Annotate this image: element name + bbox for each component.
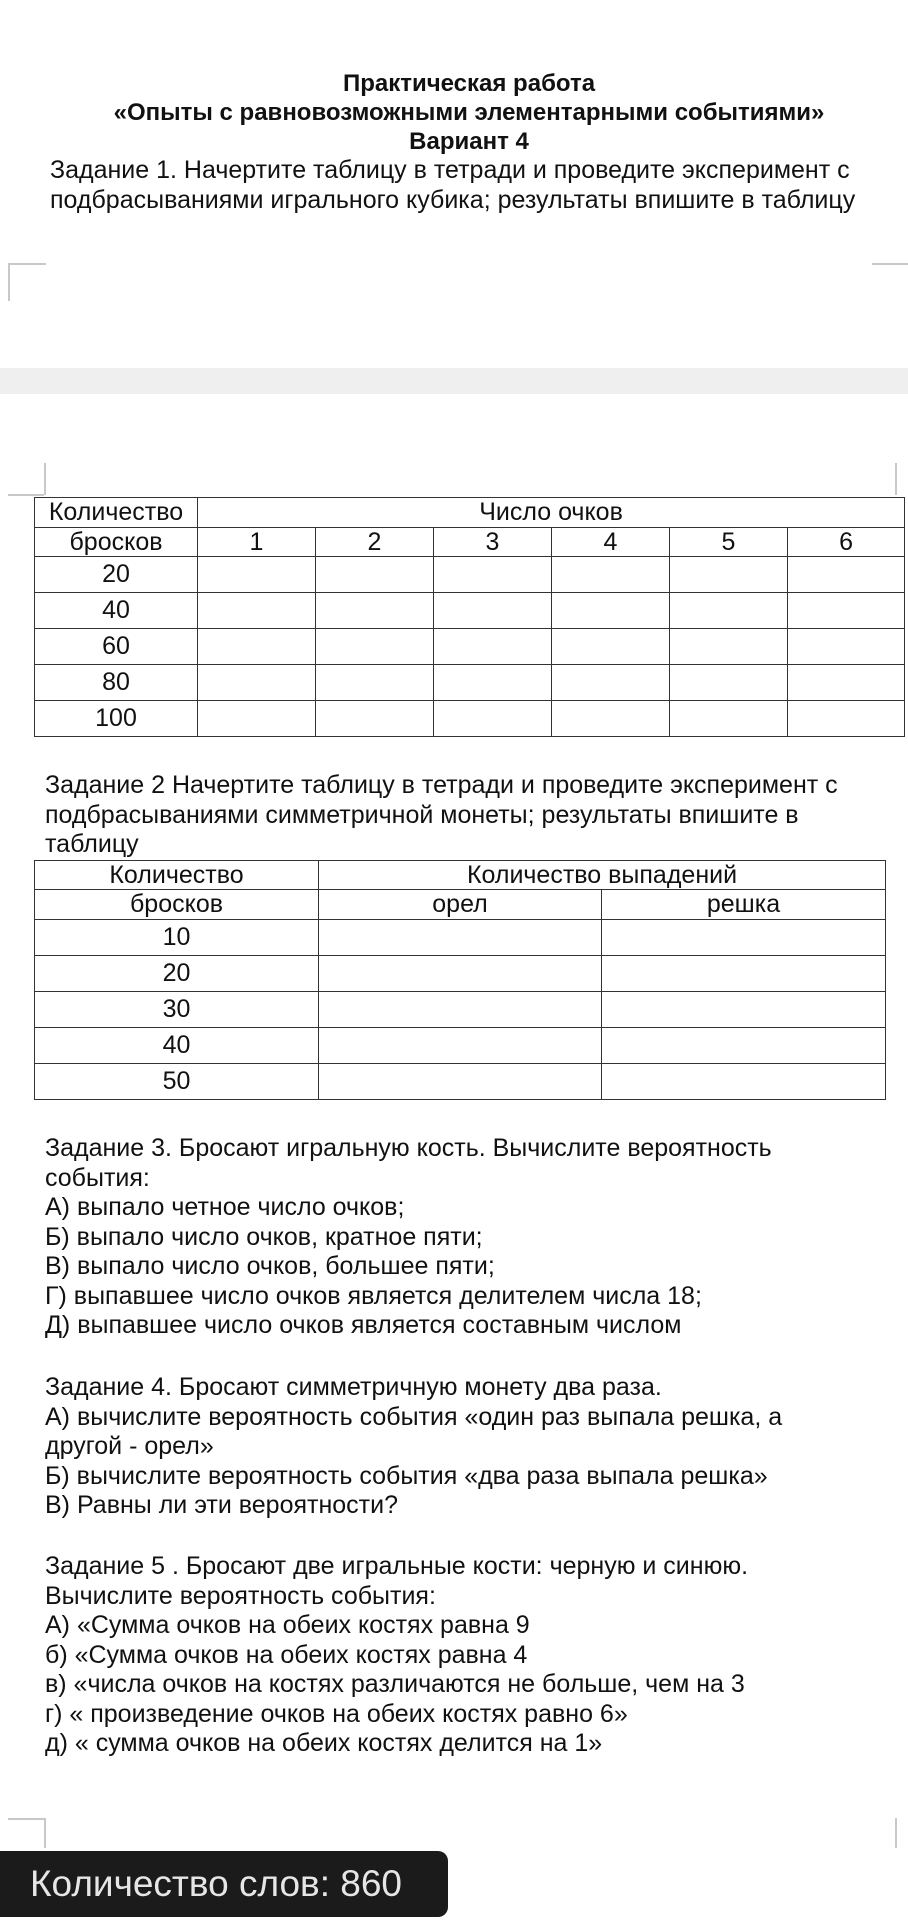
page-break: [0, 368, 908, 394]
header-throws-label: Количество: [35, 498, 198, 528]
empty-cell: [552, 701, 670, 737]
coin-results-table: [34, 860, 886, 1100]
header-throws-label: Количество: [35, 861, 319, 890]
empty-cell: [316, 557, 434, 593]
page-corner-mark: [895, 1818, 897, 1848]
empty-cell: [788, 593, 905, 629]
empty-cell: [319, 992, 602, 1028]
task4-line: А) вычислите вероятность события «один раз выпала решка, а: [45, 1402, 783, 1431]
empty-cell: [670, 557, 788, 593]
task5-line: А) «Сумма очков на обеих костях равна 9: [45, 1611, 530, 1639]
table-row: [35, 920, 886, 956]
empty-cell: [198, 701, 316, 737]
doc-variant: Вариант 4: [409, 128, 529, 155]
row-label: 20: [35, 557, 198, 593]
task3-line: события:: [45, 1163, 150, 1192]
empty-cell: [788, 701, 905, 737]
empty-cell: [552, 665, 670, 701]
empty-cell: [198, 557, 316, 593]
page-corner-mark: [44, 1818, 46, 1848]
row-label: 60: [35, 629, 198, 665]
empty-cell: [788, 557, 905, 593]
row-label: 40: [35, 1028, 319, 1064]
task3-line: А) выпало четное число очков;: [45, 1193, 405, 1221]
empty-cell: [198, 665, 316, 701]
column-header: 6: [788, 528, 905, 557]
task3-block: [45, 1134, 895, 1341]
column-header: 2: [316, 528, 434, 557]
column-header: 4: [552, 528, 670, 557]
task2-text: Задание 2 Начертите таблицу в тетради и проведите эксперимент с подбрасываниями симметричной монеты; результаты впишите в таблицу: [45, 771, 838, 858]
empty-cell: [670, 593, 788, 629]
row-label: 10: [35, 920, 319, 956]
empty-cell: [602, 1028, 886, 1064]
task5-line: в) «числа очков на костях различаются не больше, чем на 3: [45, 1670, 745, 1698]
header-outcomes-label: Количество выпадений: [319, 861, 886, 890]
task4-line: другой - орел»: [45, 1432, 214, 1460]
table-row: [35, 629, 905, 665]
task4-block: [45, 1373, 895, 1521]
word-count-badge[interactable]: Количество слов: 860: [0, 1851, 448, 1917]
task5-line: б) «Сумма очков на обеих костях равна 4: [45, 1640, 528, 1669]
page-corner-mark: [8, 263, 46, 301]
table-row: [35, 1064, 886, 1100]
doc-title: Практическая работа: [342, 70, 596, 97]
empty-cell: [434, 593, 552, 629]
row-label: 30: [35, 992, 319, 1028]
task4-line: Б) вычислите вероятность события «два раза выпала решка»: [45, 1461, 768, 1490]
empty-cell: [670, 665, 788, 701]
row-label: 80: [35, 665, 198, 701]
page-corner-mark: [8, 1818, 44, 1820]
empty-cell: [602, 992, 886, 1028]
column-header: 5: [670, 528, 788, 557]
page-corner-mark: [872, 263, 908, 301]
dice-results-table: [34, 497, 905, 737]
empty-cell: [552, 557, 670, 593]
empty-cell: [602, 1064, 886, 1100]
task4-line: В) Равны ли эти вероятности?: [45, 1491, 398, 1519]
task5-line: г) « произведение очков на обеих костях равно 6»: [45, 1699, 628, 1728]
empty-cell: [552, 593, 670, 629]
task3-line: Б) выпало число очков, кратное пяти;: [45, 1222, 483, 1251]
empty-cell: [434, 665, 552, 701]
row-label: 40: [35, 593, 198, 629]
empty-cell: [602, 920, 886, 956]
task1-text: Задание 1. Начертите таблицу в тетради и проведите эксперимент с подбрасываниями игрального кубика; результаты впишите в таблицу: [50, 156, 856, 214]
empty-cell: [670, 701, 788, 737]
page-corner-mark: [8, 494, 44, 496]
empty-cell: [434, 629, 552, 665]
empty-cell: [434, 701, 552, 737]
empty-cell: [670, 629, 788, 665]
page-corner-mark: [895, 463, 897, 495]
page-corner-mark: [44, 463, 46, 495]
column-header: 3: [434, 528, 552, 557]
task4-line: Задание 4. Бросают симметричную монету два раза.: [45, 1373, 662, 1401]
row-label: 50: [35, 1064, 319, 1100]
column-header-heads: орел: [319, 890, 602, 920]
empty-cell: [319, 920, 602, 956]
table-row: [35, 665, 905, 701]
empty-cell: [788, 665, 905, 701]
empty-cell: [198, 629, 316, 665]
empty-cell: [552, 629, 670, 665]
table-row: [35, 557, 905, 593]
header-throws-label-2: бросков: [35, 528, 198, 557]
table-row: [35, 701, 905, 737]
table-row: [35, 1028, 886, 1064]
task3-line: Задание 3. Бросают игральную кость. Вычислите вероятность: [45, 1134, 772, 1162]
task5-block: [45, 1552, 895, 1759]
task3-line: В) выпало число очков, большее пяти;: [45, 1252, 495, 1280]
empty-cell: [788, 629, 905, 665]
row-label: 100: [35, 701, 198, 737]
empty-cell: [316, 701, 434, 737]
task5-line: д) « сумма очков на обеих костях делится на 1»: [45, 1729, 603, 1757]
column-header: 1: [198, 528, 316, 557]
table-row: [35, 593, 905, 629]
empty-cell: [602, 956, 886, 992]
table-row: [35, 956, 886, 992]
task5-line: Вычислите вероятность события:: [45, 1581, 436, 1610]
empty-cell: [319, 1064, 602, 1100]
empty-cell: [316, 665, 434, 701]
empty-cell: [319, 956, 602, 992]
task5-line: Задание 5 . Бросают две игральные кости: черную и синюю.: [45, 1552, 749, 1580]
task3-line: Д) выпавшее число очков является составным числом: [45, 1311, 682, 1339]
empty-cell: [434, 557, 552, 593]
empty-cell: [316, 629, 434, 665]
doc-subtitle: «Опыты с равновозможными элементарными событиями»: [113, 99, 825, 126]
empty-cell: [198, 593, 316, 629]
table-row: [35, 992, 886, 1028]
empty-cell: [319, 1028, 602, 1064]
header-throws-label-2: бросков: [35, 890, 319, 920]
header-points-label: Число очков: [198, 498, 905, 528]
row-label: 20: [35, 956, 319, 992]
column-header-tails: решка: [602, 890, 886, 920]
task3-line: Г) выпавшее число очков является делителем числа 18;: [45, 1281, 702, 1310]
empty-cell: [316, 593, 434, 629]
